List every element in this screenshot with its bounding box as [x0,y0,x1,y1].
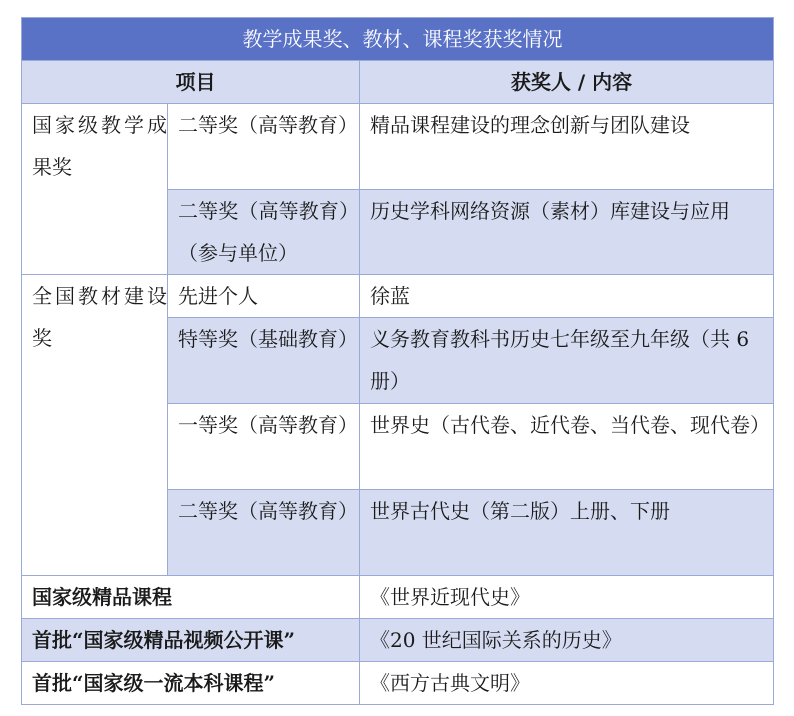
course-content-cell: 《西方古典文明》 [360,662,774,705]
header-winner: 获奖人 / 内容 [360,61,774,104]
prize-cell: 二等奖（高等教育）（参与单位） [168,190,360,275]
content-cell: 精品课程建设的理念创新与团队建设 [360,104,774,190]
prize-cell: 二等奖（高等教育） [168,104,360,190]
table-row [22,104,774,190]
table-row [22,275,774,318]
prize-cell: 一等奖（高等教育） [168,404,360,490]
table-header-row [22,61,774,104]
content-cell: 世界史（古代卷、近代卷、当代卷、现代卷） [360,404,774,490]
course-item-cell: 首批“国家级精品视频公开课” [22,619,360,662]
category-cell: 全国教材建设奖 [22,275,168,576]
prize-cell: 先进个人 [168,275,360,318]
course-item-cell: 首批“国家级一流本科课程” [22,662,360,705]
course-content-cell: 《世界近现代史》 [360,576,774,619]
category-cell: 国家级教学成果奖 [22,104,168,275]
prize-cell: 二等奖（高等教育） [168,490,360,576]
content-cell: 历史学科网络资源（素材）库建设与应用 [360,190,774,275]
course-item-cell: 国家级精品课程 [22,576,360,619]
table-row [22,662,774,705]
table-row [22,576,774,619]
table-row [22,619,774,662]
content-cell: 徐蓝 [360,275,774,318]
content-cell: 世界古代史（第二版）上册、下册 [360,490,774,576]
course-content-cell: 《20 世纪国际关系的历史》 [360,619,774,662]
prize-cell: 特等奖（基础教育） [168,318,360,404]
table-title: 教学成果奖、教材、课程奖获奖情况 [22,18,774,61]
awards-table [21,17,774,705]
content-cell: 义务教育教科书历史七年级至九年级（共 6 册） [360,318,774,404]
header-item: 项目 [22,61,360,104]
table-title-row [22,18,774,61]
